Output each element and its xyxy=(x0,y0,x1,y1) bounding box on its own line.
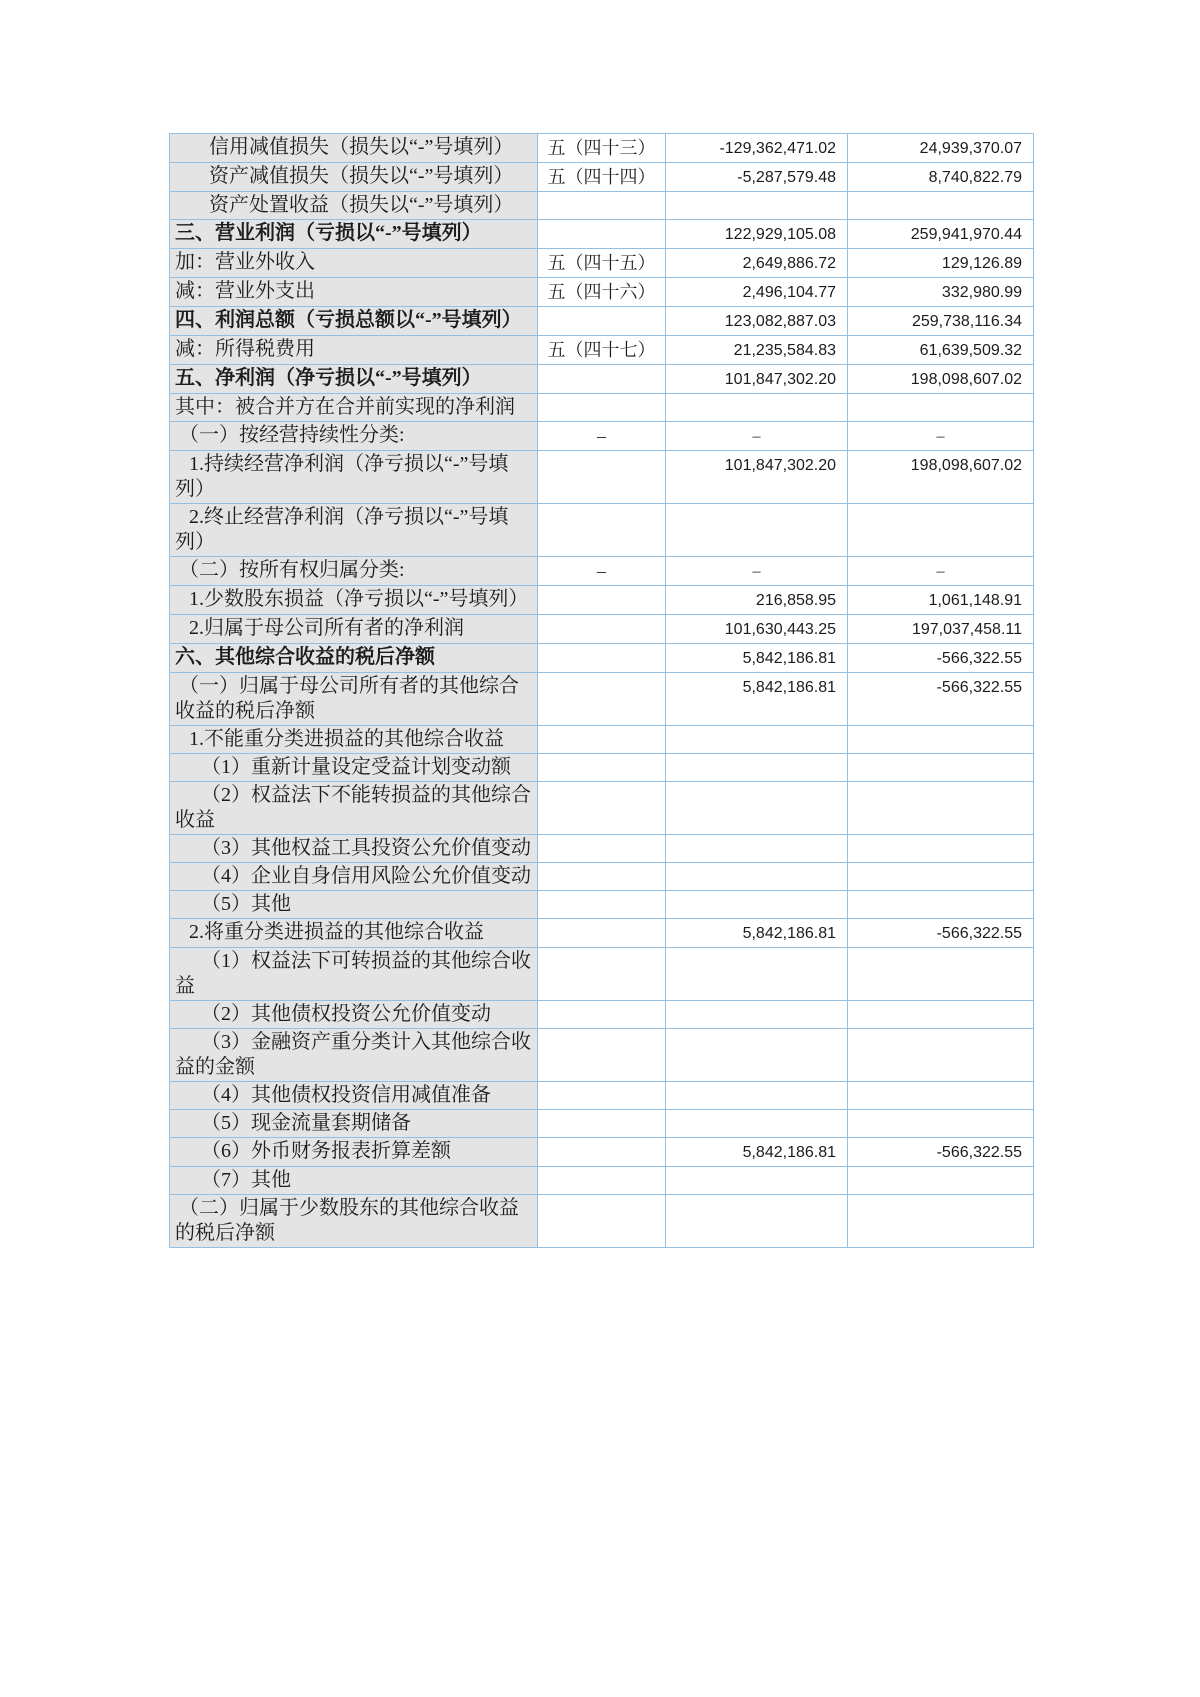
table-row xyxy=(170,586,1034,615)
row-label: 1.少数股东损益（净亏损以“-”号填列） xyxy=(170,586,538,615)
row-amount-prior: 259,941,970.44 xyxy=(848,220,1034,249)
row-amount-prior xyxy=(848,726,1034,754)
row-label: 2.终止经营净利润（净亏损以“-”号填列） xyxy=(170,504,538,557)
row-label: 资产减值损失（损失以“-”号填列） xyxy=(170,163,538,192)
row-label: （3）金融资产重分类计入其他综合收益的金额 xyxy=(170,1029,538,1082)
row-amount-current xyxy=(666,948,848,1001)
row-note-ref xyxy=(538,891,666,919)
table-row xyxy=(170,919,1034,948)
row-note-ref xyxy=(538,835,666,863)
table-row xyxy=(170,336,1034,365)
row-note-ref xyxy=(538,1110,666,1138)
table-row xyxy=(170,394,1034,422)
row-label: 减：所得税费用 xyxy=(170,336,538,365)
row-amount-current: 101,630,443.25 xyxy=(666,615,848,644)
row-amount-prior: 198,098,607.02 xyxy=(848,451,1034,504)
row-amount-current: 2,496,104.77 xyxy=(666,278,848,307)
row-label: （4）企业自身信用风险公允价值变动 xyxy=(170,863,538,891)
table-row xyxy=(170,1001,1034,1029)
table-row xyxy=(170,673,1034,726)
row-amount-current: -5,287,579.48 xyxy=(666,163,848,192)
table-row xyxy=(170,782,1034,835)
row-label: （3）其他权益工具投资公允价值变动 xyxy=(170,835,538,863)
table-row xyxy=(170,249,1034,278)
row-note-ref xyxy=(538,365,666,394)
row-amount-current xyxy=(666,394,848,422)
row-note-ref xyxy=(538,1195,666,1248)
row-amount-prior: 24,939,370.07 xyxy=(848,134,1034,163)
row-amount-prior xyxy=(848,504,1034,557)
row-amount-current xyxy=(666,192,848,220)
row-amount-current xyxy=(666,504,848,557)
row-note-ref xyxy=(538,919,666,948)
row-amount-prior xyxy=(848,1195,1034,1248)
table-row xyxy=(170,726,1034,754)
row-label: 1.持续经营净利润（净亏损以“-”号填列） xyxy=(170,451,538,504)
table-row xyxy=(170,754,1034,782)
row-amount-current: 123,082,887.03 xyxy=(666,307,848,336)
row-label: 2.归属于母公司所有者的净利润 xyxy=(170,615,538,644)
row-label: （7）其他 xyxy=(170,1167,538,1195)
table-row xyxy=(170,615,1034,644)
row-amount-prior xyxy=(848,754,1034,782)
row-note-ref xyxy=(538,782,666,835)
row-note-ref: 五（四十七） xyxy=(538,336,666,365)
row-note-ref xyxy=(538,192,666,220)
row-label: （6）外币财务报表折算差额 xyxy=(170,1138,538,1167)
row-amount-current xyxy=(666,1110,848,1138)
table-row xyxy=(170,220,1034,249)
row-amount-current: 101,847,302.20 xyxy=(666,451,848,504)
row-label: （二）归属于少数股东的其他综合收益的税后净额 xyxy=(170,1195,538,1248)
row-amount-prior: -566,322.55 xyxy=(848,1138,1034,1167)
row-amount-current: 21,235,584.83 xyxy=(666,336,848,365)
row-label: （1）重新计量设定受益计划变动额 xyxy=(170,754,538,782)
row-note-ref xyxy=(538,1001,666,1029)
row-amount-current: 5,842,186.81 xyxy=(666,644,848,673)
row-amount-prior xyxy=(848,394,1034,422)
table-row xyxy=(170,134,1034,163)
row-label: （2）权益法下不能转损益的其他综合收益 xyxy=(170,782,538,835)
row-amount-prior xyxy=(848,948,1034,1001)
row-amount-prior xyxy=(848,835,1034,863)
table-row xyxy=(170,863,1034,891)
row-amount-current xyxy=(666,782,848,835)
row-label: 其中：被合并方在合并前实现的净利润 xyxy=(170,394,538,422)
row-amount-prior xyxy=(848,192,1034,220)
row-note-ref: 五（四十五） xyxy=(538,249,666,278)
row-label: （5）其他 xyxy=(170,891,538,919)
row-label: 资产处置收益（损失以“-”号填列） xyxy=(170,192,538,220)
row-amount-current xyxy=(666,1082,848,1110)
row-label: 减：营业外支出 xyxy=(170,278,538,307)
table-row xyxy=(170,948,1034,1001)
table-row xyxy=(170,1029,1034,1082)
table-row xyxy=(170,504,1034,557)
row-amount-prior: -566,322.55 xyxy=(848,644,1034,673)
row-label: （5）现金流量套期储备 xyxy=(170,1110,538,1138)
row-amount-prior: 332,980.99 xyxy=(848,278,1034,307)
row-note-ref xyxy=(538,1029,666,1082)
row-amount-current: -129,362,471.02 xyxy=(666,134,848,163)
row-note-ref xyxy=(538,451,666,504)
row-note-ref xyxy=(538,220,666,249)
row-note-ref xyxy=(538,307,666,336)
row-amount-current: 5,842,186.81 xyxy=(666,1138,848,1167)
row-note-ref xyxy=(538,394,666,422)
table-row xyxy=(170,891,1034,919)
income-statement-table xyxy=(169,133,1034,1248)
table-row xyxy=(170,1195,1034,1248)
row-label: 三、营业利润（亏损以“-”号填列） xyxy=(170,220,538,249)
table-row xyxy=(170,451,1034,504)
row-note-ref xyxy=(538,1082,666,1110)
table-row xyxy=(170,557,1034,586)
document-page xyxy=(169,133,1033,1248)
row-amount-prior: 8,740,822.79 xyxy=(848,163,1034,192)
row-amount-prior: – xyxy=(848,422,1034,451)
row-label: （2）其他债权投资公允价值变动 xyxy=(170,1001,538,1029)
row-note-ref: – xyxy=(538,557,666,586)
row-amount-current: – xyxy=(666,557,848,586)
row-note-ref xyxy=(538,754,666,782)
table-row xyxy=(170,307,1034,336)
income-statement-body xyxy=(170,134,1034,1248)
row-label: （二）按所有权归属分类: xyxy=(170,557,538,586)
row-amount-prior xyxy=(848,1167,1034,1195)
table-row xyxy=(170,278,1034,307)
row-amount-current xyxy=(666,891,848,919)
row-note-ref xyxy=(538,726,666,754)
row-amount-prior: 1,061,148.91 xyxy=(848,586,1034,615)
row-amount-prior: 259,738,116.34 xyxy=(848,307,1034,336)
row-amount-current xyxy=(666,754,848,782)
row-amount-prior: 61,639,509.32 xyxy=(848,336,1034,365)
row-note-ref xyxy=(538,948,666,1001)
row-amount-prior xyxy=(848,1001,1034,1029)
row-note-ref: 五（四十六） xyxy=(538,278,666,307)
row-amount-prior xyxy=(848,891,1034,919)
table-row xyxy=(170,365,1034,394)
row-amount-prior xyxy=(848,1082,1034,1110)
row-amount-prior: 129,126.89 xyxy=(848,249,1034,278)
table-row xyxy=(170,1110,1034,1138)
row-note-ref xyxy=(538,644,666,673)
row-label: 2.将重分类进损益的其他综合收益 xyxy=(170,919,538,948)
row-amount-current: 216,858.95 xyxy=(666,586,848,615)
table-row xyxy=(170,1082,1034,1110)
row-note-ref xyxy=(538,615,666,644)
row-amount-prior: -566,322.55 xyxy=(848,673,1034,726)
table-row xyxy=(170,644,1034,673)
row-note-ref xyxy=(538,504,666,557)
row-note-ref xyxy=(538,673,666,726)
table-row xyxy=(170,422,1034,451)
row-amount-current xyxy=(666,835,848,863)
row-note-ref xyxy=(538,1138,666,1167)
row-note-ref: 五（四十三） xyxy=(538,134,666,163)
row-amount-current xyxy=(666,863,848,891)
table-row xyxy=(170,1138,1034,1167)
row-label: （一）归属于母公司所有者的其他综合收益的税后净额 xyxy=(170,673,538,726)
row-amount-current xyxy=(666,1001,848,1029)
row-amount-current: 101,847,302.20 xyxy=(666,365,848,394)
table-row xyxy=(170,835,1034,863)
row-amount-prior xyxy=(848,863,1034,891)
row-amount-prior xyxy=(848,782,1034,835)
row-label: 五、净利润（净亏损以“-”号填列） xyxy=(170,365,538,394)
row-amount-prior: 198,098,607.02 xyxy=(848,365,1034,394)
row-label: 六、其他综合收益的税后净额 xyxy=(170,644,538,673)
table-row xyxy=(170,163,1034,192)
row-label: （1）权益法下可转损益的其他综合收益 xyxy=(170,948,538,1001)
row-label: （4）其他债权投资信用减值准备 xyxy=(170,1082,538,1110)
row-note-ref xyxy=(538,1167,666,1195)
row-amount-current: 5,842,186.81 xyxy=(666,919,848,948)
row-amount-current xyxy=(666,1167,848,1195)
row-amount-prior xyxy=(848,1110,1034,1138)
table-row xyxy=(170,192,1034,220)
row-amount-current: – xyxy=(666,422,848,451)
row-amount-current xyxy=(666,1195,848,1248)
row-amount-prior: 197,037,458.11 xyxy=(848,615,1034,644)
row-amount-current xyxy=(666,726,848,754)
row-amount-prior: – xyxy=(848,557,1034,586)
row-label: （一）按经营持续性分类: xyxy=(170,422,538,451)
row-label: 加：营业外收入 xyxy=(170,249,538,278)
row-amount-current xyxy=(666,1029,848,1082)
row-amount-current: 2,649,886.72 xyxy=(666,249,848,278)
row-note-ref xyxy=(538,586,666,615)
row-amount-current: 122,929,105.08 xyxy=(666,220,848,249)
row-note-ref: – xyxy=(538,422,666,451)
row-amount-prior: -566,322.55 xyxy=(848,919,1034,948)
row-note-ref xyxy=(538,863,666,891)
row-label: 四、利润总额（亏损总额以“-”号填列） xyxy=(170,307,538,336)
table-row xyxy=(170,1167,1034,1195)
row-note-ref: 五（四十四） xyxy=(538,163,666,192)
row-label: 1.不能重分类进损益的其他综合收益 xyxy=(170,726,538,754)
row-amount-prior xyxy=(848,1029,1034,1082)
row-amount-current: 5,842,186.81 xyxy=(666,673,848,726)
row-label: 信用减值损失（损失以“-”号填列） xyxy=(170,134,538,163)
